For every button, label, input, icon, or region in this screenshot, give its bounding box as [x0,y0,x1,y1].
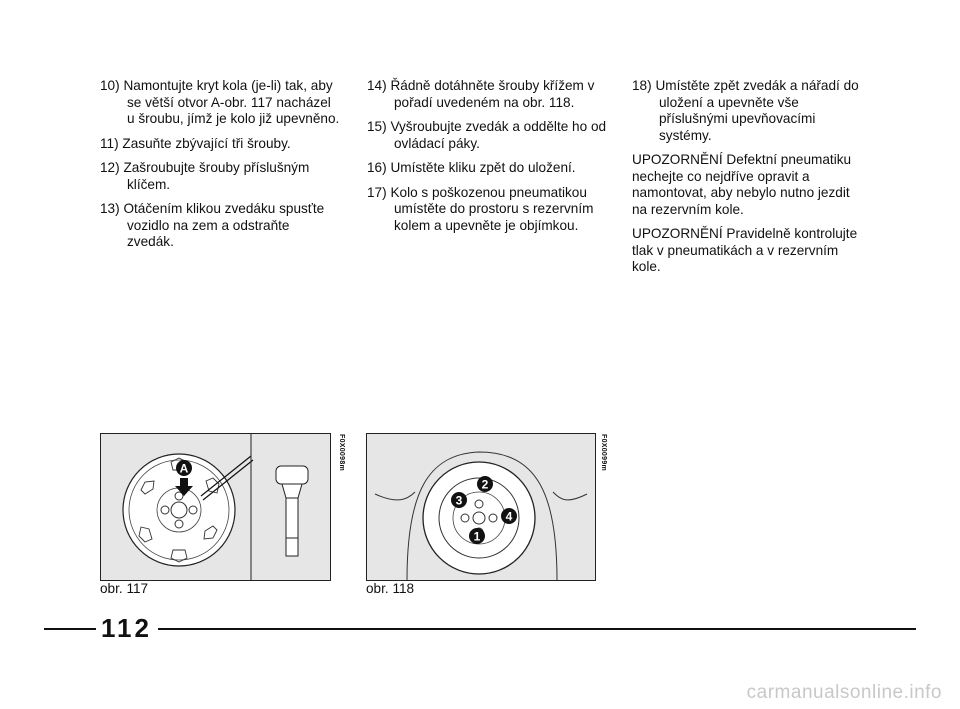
list-item-12: 12) Zašroubujte šrouby příslušným klíčem. [100,160,310,192]
column-left [100,78,340,259]
footer-rule-left [44,628,96,630]
bolt-label-1: 1 [473,529,481,544]
column-right [632,78,862,284]
list-item-10: 10) Namontujte kryt kola (je-li) tak, aby se větší otvor A-obr. 117 nacházel u šroubu, jímž je kolo již upevněno. [100,78,340,126]
figure-code: F0X0098m [338,434,345,472]
list-item-17: 17) Kolo s poškozenou pneumatikou umístěte do prostoru s rezervním kolem a upevněte je objímkou. [367,184,594,233]
wheel-tightening-illustration [367,434,595,580]
list-item-15: 15) Vyšroubujte zvedák a oddělte ho od ovládací páky. [367,119,607,151]
figure-code: F0X0099m [600,434,607,472]
list-item-18: 18) Umístěte zpět zvedák a nářadí do uložení a upevněte vše příslušnými upevňovacími systémy. [632,78,859,143]
warning-paragraph-2: UPOZORNĚNÍ Pravidelně kontrolujte tlak v pneumatikách a v rezervním kole. [632,226,858,274]
page-number: 112 [101,613,152,643]
label-a: A [179,461,189,476]
figure-118 [366,433,607,581]
warning-paragraph-1: UPOZORNĚNÍ Defektní pneumatiku nechejte co nejdříve opravit a namontovat, aby nebylo nutno jezdit na rezervním kole. [632,152,852,217]
list-item-16: 16) Umístěte kliku zpět do uložení. [367,160,576,175]
bolt-label-4: 4 [505,509,513,524]
list-item-13: 13) Otáčením klikou zvedáku spusťte vozidlo na zem a odstraňte zvedák. [100,201,325,249]
watermark: carmanualsonline.info [746,682,942,703]
list-item-11: 11) Zasuňte zbývající tři šrouby. [100,135,291,151]
column-middle [367,78,607,242]
figure-117 [100,433,345,581]
caption-118: obr. 118 [366,581,415,596]
list-item-14: 14) Řádně dotáhněte šrouby křížem v pořadí uvedeném na obr. 118. [367,78,595,110]
bolt-label-2: 2 [481,477,489,492]
bolt-label-3: 3 [455,493,463,508]
wheel-cover-illustration [101,434,330,580]
caption-117: obr. 117 [100,581,149,596]
footer-rule-right [158,628,916,630]
